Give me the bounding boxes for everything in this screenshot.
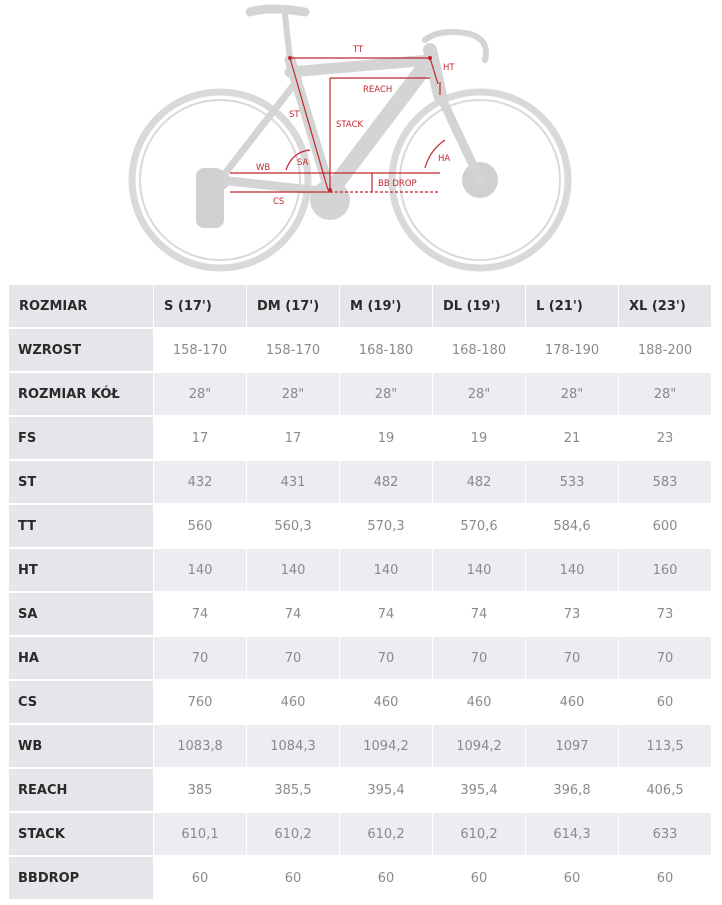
label-wb: WB — [256, 163, 271, 173]
table-cell: 168-180 — [433, 329, 525, 371]
table-cell: 431 — [247, 461, 339, 503]
header-size-label: ROZMIAR — [9, 285, 153, 327]
table-cell: 460 — [433, 681, 525, 723]
table-cell: 1094,2 — [340, 725, 432, 767]
label-stack: STACK — [336, 120, 364, 130]
table-cell: 60 — [340, 857, 432, 899]
header-size-4: DL (19') — [433, 285, 525, 327]
table-cell: 74 — [247, 593, 339, 635]
table-cell: 385 — [154, 769, 246, 811]
row-label: FS — [9, 417, 153, 459]
table-cell: 395,4 — [340, 769, 432, 811]
table-cell: 385,5 — [247, 769, 339, 811]
table-cell: 610,1 — [154, 813, 246, 855]
row-label: TT — [9, 505, 153, 547]
row-label: SA — [9, 593, 153, 635]
table-cell: 158-170 — [154, 329, 246, 371]
table-row — [9, 681, 711, 723]
table-cell: 584,6 — [526, 505, 618, 547]
table-cell: 395,4 — [433, 769, 525, 811]
header-size-5: L (21') — [526, 285, 618, 327]
table-cell: 158-170 — [247, 329, 339, 371]
table-cell: 396,8 — [526, 769, 618, 811]
table-cell: 73 — [526, 593, 618, 635]
table-cell: 406,5 — [619, 769, 711, 811]
table-body — [9, 329, 711, 899]
table-row — [9, 637, 711, 679]
table-cell: 610,2 — [247, 813, 339, 855]
table-cell: 113,5 — [619, 725, 711, 767]
table-cell: 28" — [619, 373, 711, 415]
table-cell: 160 — [619, 549, 711, 591]
table-cell: 28" — [154, 373, 246, 415]
row-label: REACH — [9, 769, 153, 811]
bike-frame — [196, 9, 486, 228]
table-cell: 74 — [340, 593, 432, 635]
table-cell: 60 — [247, 857, 339, 899]
bike-geometry-svg — [0, 0, 722, 280]
table-cell: 60 — [619, 681, 711, 723]
table-cell: 570,3 — [340, 505, 432, 547]
table-cell: 460 — [247, 681, 339, 723]
table-cell: 178-190 — [526, 329, 618, 371]
table-cell: 460 — [526, 681, 618, 723]
header-size-1: S (17') — [154, 285, 246, 327]
table-cell: 74 — [154, 593, 246, 635]
row-label: CS — [9, 681, 153, 723]
table-cell: 140 — [526, 549, 618, 591]
table-cell: 460 — [340, 681, 432, 723]
table-cell: 1083,8 — [154, 725, 246, 767]
row-label: ROZMIAR KÓŁ — [9, 373, 153, 415]
table-row — [9, 769, 711, 811]
table-cell: 168-180 — [340, 329, 432, 371]
table-cell: 560 — [154, 505, 246, 547]
row-label: WZROST — [9, 329, 153, 371]
table-cell: 60 — [619, 857, 711, 899]
table-cell: 23 — [619, 417, 711, 459]
row-label: HA — [9, 637, 153, 679]
label-ht: HT — [443, 63, 455, 73]
label-reach: REACH — [363, 85, 393, 95]
geometry-table — [8, 283, 712, 901]
table-row — [9, 725, 711, 767]
table-row — [9, 329, 711, 371]
table-cell: 140 — [154, 549, 246, 591]
table-cell: 28" — [433, 373, 525, 415]
table-cell: 28" — [247, 373, 339, 415]
table-cell: 560,3 — [247, 505, 339, 547]
header-size-3: M (19') — [340, 285, 432, 327]
header-size-6: XL (23') — [619, 285, 711, 327]
bike-geometry-diagram — [0, 0, 722, 280]
table-cell: 1094,2 — [433, 725, 525, 767]
table-row — [9, 461, 711, 503]
table-cell: 74 — [433, 593, 525, 635]
row-label: ST — [9, 461, 153, 503]
table-cell: 19 — [340, 417, 432, 459]
table-cell: 482 — [433, 461, 525, 503]
label-bb-drop: BB DROP — [378, 179, 417, 189]
table-cell: 583 — [619, 461, 711, 503]
table-cell: 633 — [619, 813, 711, 855]
table-cell: 28" — [340, 373, 432, 415]
table-cell: 70 — [154, 637, 246, 679]
header-row — [9, 285, 711, 327]
header-size-2: DM (17') — [247, 285, 339, 327]
table-row — [9, 549, 711, 591]
table-cell: 140 — [247, 549, 339, 591]
table-cell: 140 — [340, 549, 432, 591]
table-cell: 600 — [619, 505, 711, 547]
table-cell: 610,2 — [433, 813, 525, 855]
table-row — [9, 813, 711, 855]
table-cell: 60 — [433, 857, 525, 899]
table-cell: 570,6 — [433, 505, 525, 547]
label-ha: HA — [438, 154, 451, 164]
label-tt: TT — [353, 45, 364, 55]
table-cell: 482 — [340, 461, 432, 503]
table-cell: 533 — [526, 461, 618, 503]
table-cell: 17 — [154, 417, 246, 459]
table-row — [9, 593, 711, 635]
table-cell: 610,2 — [340, 813, 432, 855]
table-row — [9, 857, 711, 899]
table-cell: 70 — [619, 637, 711, 679]
row-label: STACK — [9, 813, 153, 855]
table-row — [9, 417, 711, 459]
table-row — [9, 505, 711, 547]
label-sa: SA — [297, 158, 309, 168]
table-row — [9, 373, 711, 415]
table-cell: 70 — [433, 637, 525, 679]
table-cell: 1097 — [526, 725, 618, 767]
table-cell: 17 — [247, 417, 339, 459]
table-cell: 60 — [154, 857, 246, 899]
row-label: WB — [9, 725, 153, 767]
table-cell: 140 — [433, 549, 525, 591]
row-label: BBDROP — [9, 857, 153, 899]
table-cell: 188-200 — [619, 329, 711, 371]
table-cell: 760 — [154, 681, 246, 723]
table-cell: 73 — [619, 593, 711, 635]
table-cell: 70 — [340, 637, 432, 679]
table-cell: 28" — [526, 373, 618, 415]
table-cell: 614,3 — [526, 813, 618, 855]
table-cell: 70 — [526, 637, 618, 679]
label-cs: CS — [273, 197, 285, 207]
table-cell: 1084,3 — [247, 725, 339, 767]
label-st: ST — [289, 110, 300, 120]
table-cell: 19 — [433, 417, 525, 459]
table-cell: 432 — [154, 461, 246, 503]
table-cell: 60 — [526, 857, 618, 899]
table-cell: 70 — [247, 637, 339, 679]
row-label: HT — [9, 549, 153, 591]
table-cell: 21 — [526, 417, 618, 459]
